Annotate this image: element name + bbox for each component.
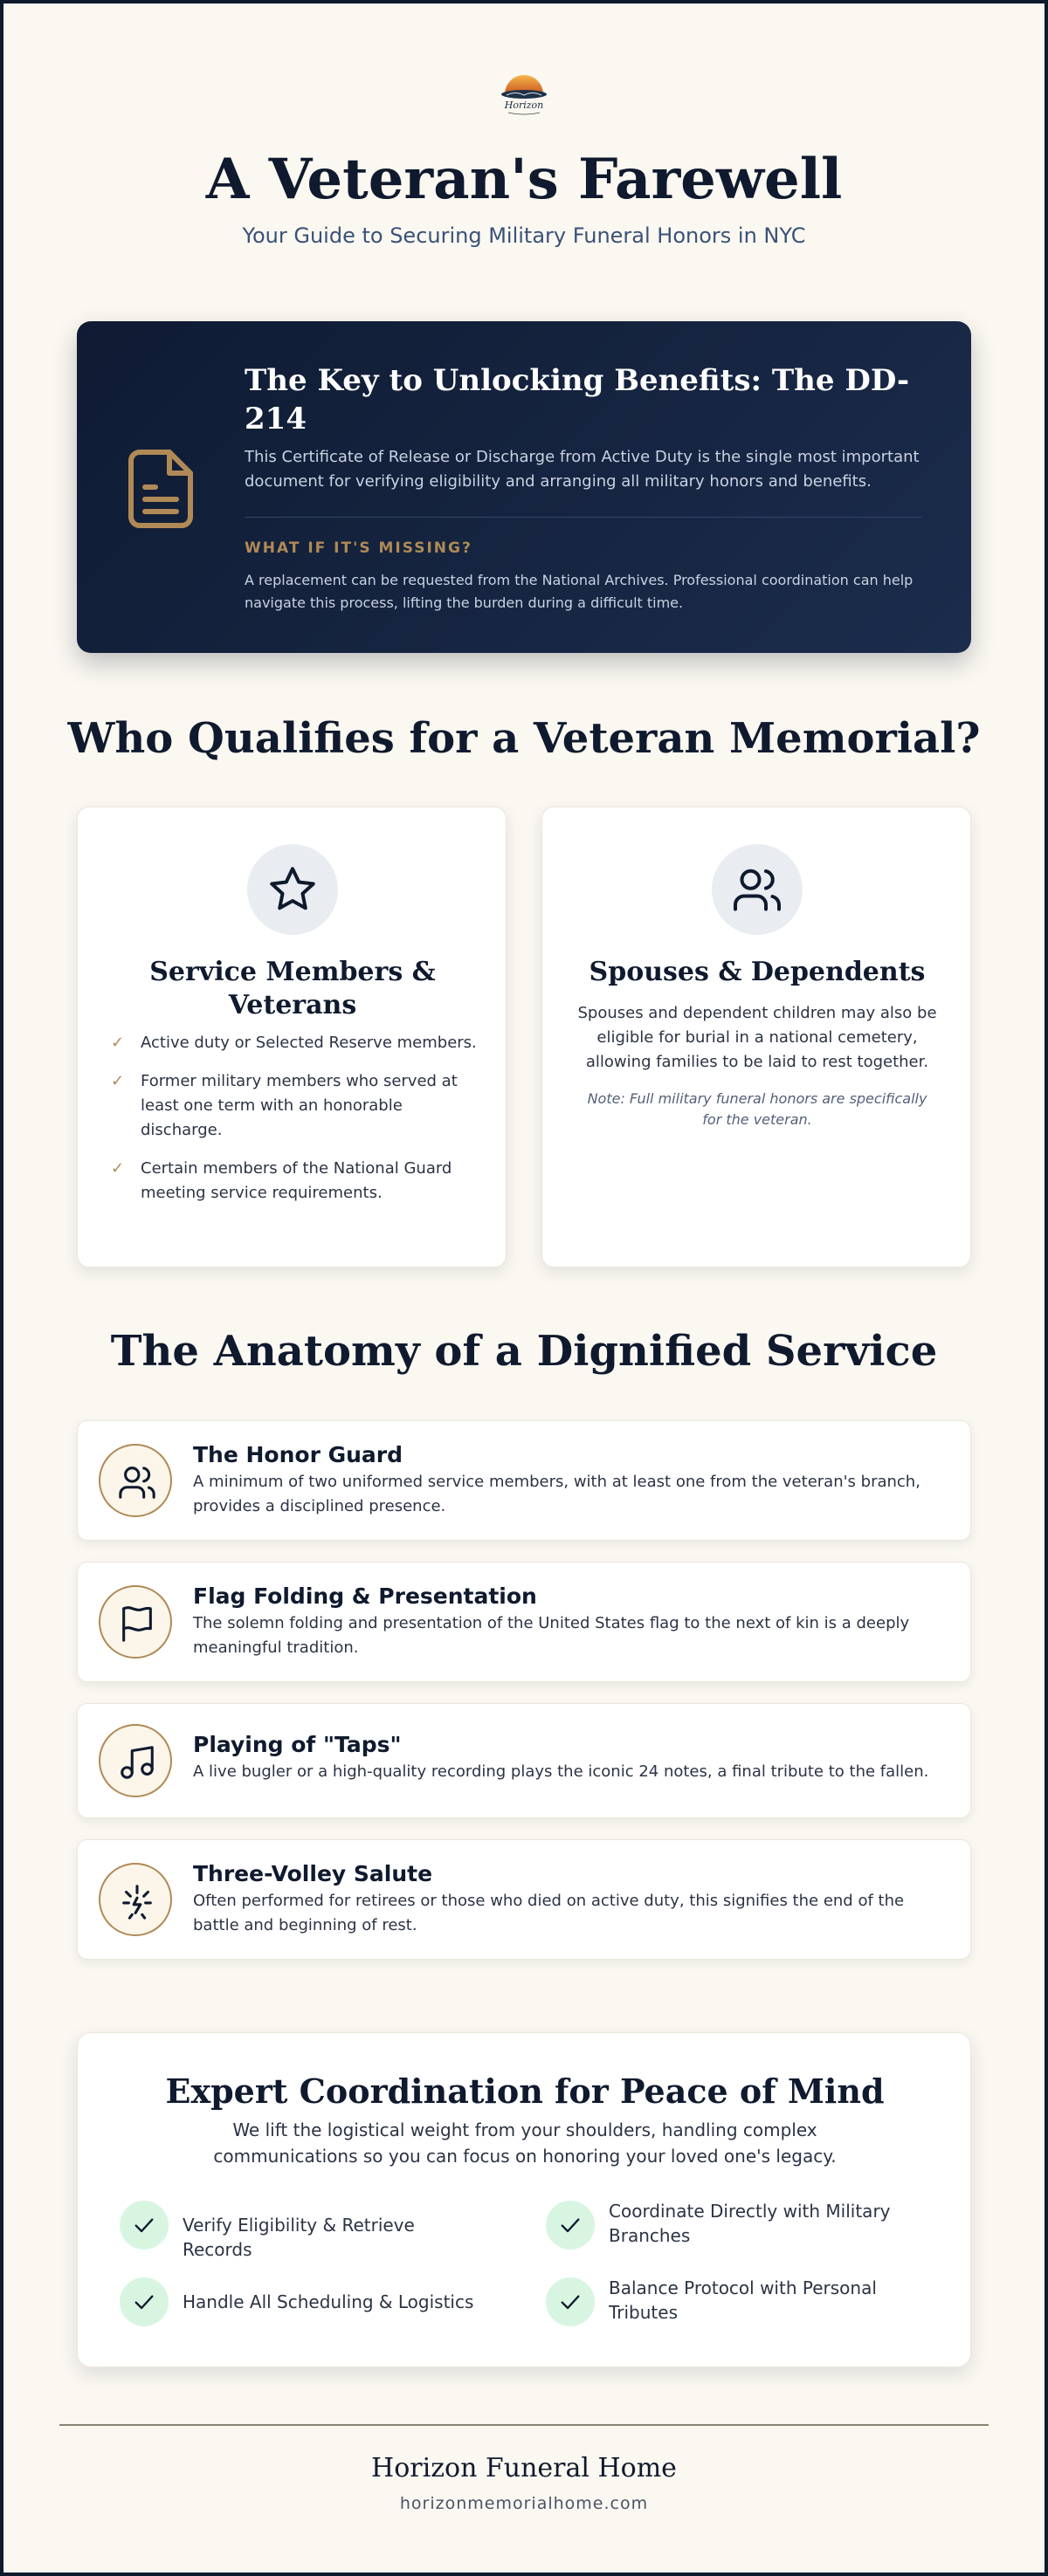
check-icon: ✓	[111, 1034, 125, 1052]
volley-salute-row	[77, 1839, 971, 1960]
page-title: A Veteran's Farewell	[205, 147, 843, 212]
check-icon-circle	[120, 2277, 169, 2326]
spouses-title: Spouses & Dependents	[589, 957, 926, 987]
users-icon-circle	[712, 844, 803, 935]
volley-salute-title: Three-Volley Salute	[193, 1861, 433, 1886]
flag-folding-title: Flag Folding & Presentation	[193, 1583, 537, 1609]
users-icon	[731, 863, 783, 916]
check-icon-circle	[546, 2201, 595, 2250]
footer-website-link[interactable]: horizonmemorialhome.com	[399, 2494, 649, 2513]
list-item: ✓ Certain members of the National Guard meeting service requirements.	[111, 1157, 478, 1206]
coordination-item-label: Coordinate Directly with Military Branches	[609, 2201, 891, 2246]
coordination-item	[546, 2276, 913, 2328]
check-icon	[558, 2290, 583, 2314]
person-icon-circle	[99, 1444, 172, 1517]
salute-burst-icon	[117, 1881, 157, 1921]
coordination-item-label: Verify Eligibility & Retrieve Records	[183, 2215, 415, 2260]
list-item: ✓ Former military members who served at least one term with an honorable discharge.	[111, 1069, 478, 1143]
honor-guard-desc: A minimum of two uniformed service members, with at least one from the veteran's branch, provides a disciplined presence.	[193, 1473, 920, 1515]
coordination-body: We lift the logistical weight from your shoulders, handling complex communications so you can focus on honoring your loved one's legacy.	[213, 2119, 837, 2167]
coordination-item	[120, 2276, 486, 2328]
taps-desc: A live bugler or a high-quality recording plays the iconic 24 notes, a final tribute to the fallen.	[193, 1762, 929, 1781]
page-subtitle: Your Guide to Securing Military Funeral Honors in NYC	[242, 223, 806, 248]
dd214-card	[77, 321, 971, 653]
honor-guard-row	[77, 1420, 971, 1541]
logo-text: Horizon	[504, 100, 544, 111]
dd214-body: This Certificate of Release or Discharge from Active Duty is the single most important document for verifying eligibility and arranging all military honors and benefits.	[245, 448, 920, 491]
check-icon	[132, 2213, 156, 2237]
flag-icon	[117, 1604, 157, 1644]
check-icon	[558, 2213, 583, 2237]
coordination-card	[77, 2032, 971, 2367]
taps-row	[77, 1703, 971, 1818]
spouses-note: Note: Full military funeral honors are specifically for the veteran.	[587, 1090, 927, 1128]
taps-title: Playing of "Taps"	[193, 1732, 402, 1757]
check-icon: ✓	[111, 1159, 125, 1178]
horizon-logo	[498, 68, 550, 117]
document-icon	[126, 447, 196, 531]
check-icon: ✓	[111, 1072, 125, 1090]
check-icon-circle	[546, 2277, 595, 2326]
flag-icon-circle	[99, 1585, 172, 1659]
coordination-item-label: Balance Protocol with Personal Tributes	[609, 2277, 877, 2323]
check-icon	[132, 2290, 156, 2314]
star-icon	[266, 863, 319, 916]
coordination-title: Expert Coordination for Peace of Mind	[165, 2071, 885, 2111]
dd214-title: The Key to Unlocking Benefits: The DD-214	[245, 363, 910, 436]
qualify-title: Who Qualifies for a Veteran Memorial?	[67, 714, 981, 763]
spouses-description: Spouses and dependent children may also be eligible for burial in a national cemetery, allowing families to be laid to rest together.	[577, 1004, 937, 1071]
flag-folding-desc: The solemn folding and presentation of the United States flag to the next of kin is a deeply meaningful tradition.	[193, 1614, 910, 1657]
music-note-icon-circle	[99, 1724, 172, 1797]
check-icon-circle	[120, 2201, 169, 2250]
honor-guard-title: The Honor Guard	[193, 1442, 403, 1467]
missing-label: WHAT IF IT'S MISSING?	[245, 539, 472, 557]
service-members-title: Service Members & Veterans	[149, 957, 436, 1020]
missing-body: A replacement can be requested from the National Archives. Professional coordination can help navigate this process, lifting the burden during a difficult time.	[245, 572, 914, 611]
volley-salute-desc: Often performed for retirees or those who died on active duty, this signifies the end of the battle and beginning of rest.	[193, 1892, 905, 1934]
salute-burst-icon-circle	[99, 1863, 172, 1936]
person-icon	[117, 1462, 157, 1502]
eligibility-list	[111, 1031, 478, 1219]
flag-folding-row	[77, 1562, 971, 1682]
anatomy-title: The Anatomy of a Dignified Service	[110, 1327, 938, 1376]
footer-business-name: Horizon Funeral Home	[371, 2453, 677, 2483]
service-members-card	[77, 807, 507, 1267]
coordination-item	[546, 2199, 913, 2251]
coordination-item-label: Handle All Scheduling & Logistics	[183, 2291, 474, 2312]
list-item: ✓ Active duty or Selected Reserve members.	[111, 1031, 478, 1055]
star-icon-circle	[247, 844, 338, 935]
music-note-icon	[117, 1742, 157, 1783]
spouses-card	[541, 807, 971, 1267]
divider	[245, 517, 922, 518]
coordination-item	[120, 2199, 486, 2260]
footer-divider	[59, 2424, 989, 2426]
